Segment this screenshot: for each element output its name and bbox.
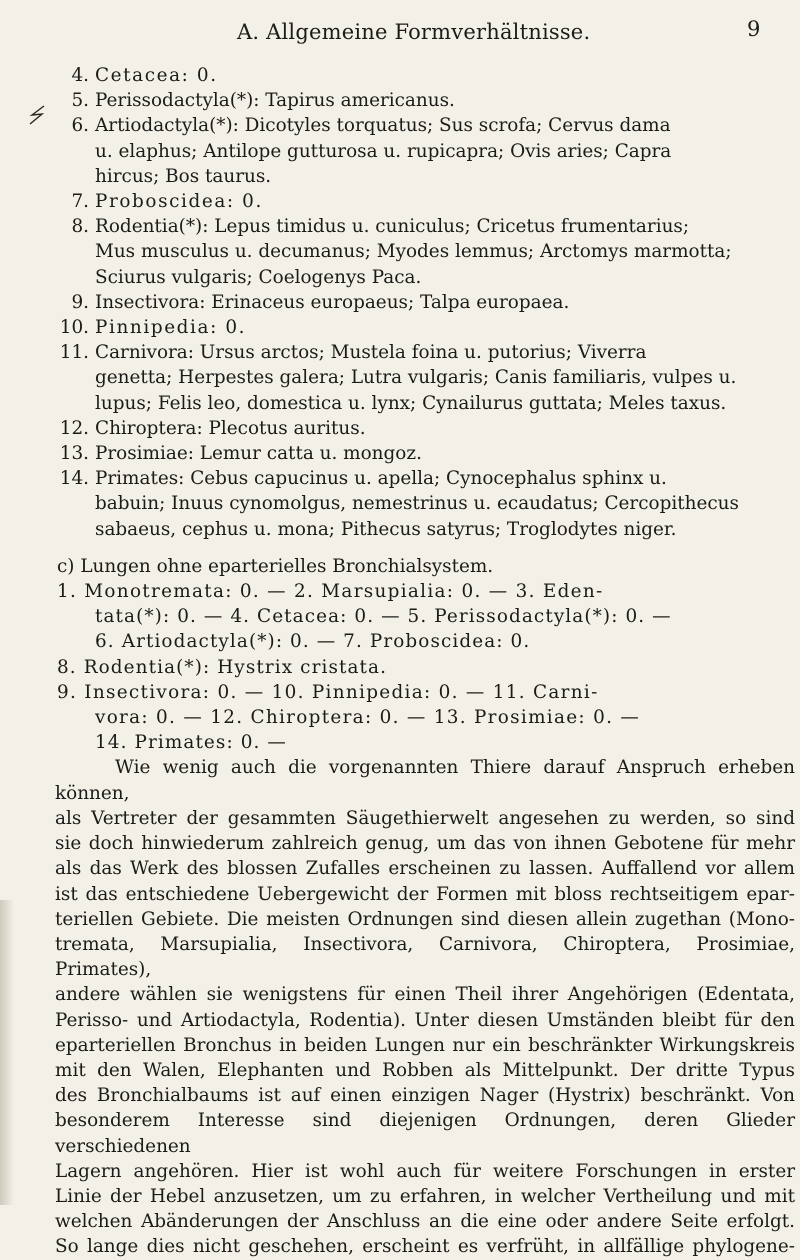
- paragraph-line: des Bronchialbaums ist auf einen einzigen Nager (Hystrix) beschränkt. Von: [55, 1085, 795, 1107]
- list-line: Pinnipedia: 0.: [95, 317, 247, 339]
- list-item: [35, 315, 795, 340]
- list-line: Rodentia(*): Lepus timidus u. cuniculus; Cricetus frumentarius;: [95, 216, 690, 238]
- list-line: Chiroptera: Plecotus auritus.: [95, 417, 366, 439]
- list-line: sabaeus, cephus u. mona; Pithecus satyrus; Troglodytes niger.: [95, 518, 677, 540]
- list-item: [35, 441, 795, 466]
- paragraph-line: mit den Walen, Elephanten und Robben als Mittelpunkt. Der dritte Typus: [55, 1059, 795, 1081]
- list-number: 7.: [71, 191, 89, 213]
- paragraph-line: als das Werk des blossen Zufalles erscheinen zu lassen. Auffallend vor allem: [55, 858, 795, 880]
- paragraph-line: Linie der Hebel anzusetzen, um zu erfahren, in welcher Vertheilung und mit: [55, 1185, 795, 1207]
- list-number: 6.: [71, 115, 89, 137]
- list-line: babuin; Inuus cynomolgus, nemestrinus u. ecaudatus; Cercopithecus: [95, 493, 739, 515]
- section-line: 8. Rodentia(*): Hystrix cristata.: [57, 656, 388, 678]
- list-line: hircus; Bos taurus.: [95, 165, 272, 187]
- list-number: 11.: [59, 342, 89, 364]
- paragraph-line: sie doch hinwiederum zahlreich genug, um das von ihnen Gebotene für mehr: [55, 833, 795, 855]
- list-number: 10.: [59, 317, 89, 339]
- list-line: Mus musculus u. decumanus; Myodes lemmus; Arctomys marmotta;: [95, 241, 732, 263]
- list-item: [35, 416, 795, 441]
- page-header: [0, 12, 800, 42]
- list-line: Sciurus vulgaris; Coelogenys Paca.: [95, 266, 422, 288]
- paragraph-line: Lagern angehören. Hier ist wohl auch für weitere Forschungen in erster: [55, 1160, 795, 1182]
- list-line: Insectivora: Erinaceus europaeus; Talpa europaea.: [95, 291, 570, 313]
- list-number: 12.: [59, 417, 89, 439]
- paragraph-line: So lange dies nicht geschehen, erscheint es verfrüht, in allfällige phylogene-: [55, 1236, 795, 1258]
- list-line: Perissodactyla(*): Tapirus americanus.: [95, 90, 455, 112]
- list-number: 14.: [59, 468, 89, 490]
- section-line: 14. Primates: 0. —: [95, 732, 287, 754]
- list-line: Primates: Cebus capucinus u. apella; Cynocephalus sphinx u.: [95, 468, 667, 490]
- page-number: 9: [747, 17, 761, 41]
- list-line: Proboscidea: 0.: [95, 191, 263, 213]
- list-item: [35, 63, 795, 88]
- section-line: vora: 0. — 12. Chiroptera: 0. — 13. Prosimiae: 0. —: [95, 707, 641, 729]
- list-item: [35, 113, 795, 138]
- list-line: Artiodactyla(*): Dicotyles torquatus; Sus scrofa; Cervus dama: [95, 115, 671, 137]
- section-line: tata(*): 0. — 4. Cetacea: 0. — 5. Perissodactyla(*): 0. —: [95, 606, 672, 628]
- paragraph-line: Wie wenig auch die vorgenannten Thiere darauf Anspruch erheben können,: [55, 757, 795, 804]
- paragraph-line: besonderem Interesse sind diejenigen Ordnungen, deren Glieder verschiedenen: [55, 1110, 795, 1157]
- list-line: genetta; Herpestes galera; Lutra vulgaris; Canis familiaris, vulpes u.: [95, 367, 737, 389]
- list-item: [35, 214, 795, 239]
- list-number: 5.: [71, 90, 89, 112]
- list-number: 9.: [71, 291, 89, 313]
- section-line: 6. Artiodactyla(*): 0. — 7. Proboscidea: 0.: [95, 631, 531, 653]
- section-heading: c) Lungen ohne eparterielles Bronchialsystem.: [57, 555, 494, 577]
- paragraph-line: andere wählen sie wenigstens für einen Theil ihrer Angehörigen (Edentata,: [55, 984, 795, 1006]
- list-item: [35, 290, 795, 315]
- paragraph-line: welchen Abänderungen der Anschluss an die eine oder andere Seite erfolgt.: [55, 1211, 795, 1233]
- list-line: Carnivora: Ursus arctos; Mustela foina u. putorius; Viverra: [95, 342, 647, 364]
- section-c: [35, 554, 795, 756]
- list-line: lupus; Felis leo, domestica u. lynx; Cynailurus guttata; Meles taxus.: [95, 392, 727, 414]
- list-item: [35, 340, 795, 365]
- list-item: [35, 466, 795, 491]
- paragraph-line: teriellen Gebiete. Die meisten Ordnungen sind diesen allein zugethan (Mono-: [55, 908, 795, 930]
- paragraph-line: als Vertreter der gesammten Säugethierwelt angesehen zu werden, so sind: [55, 807, 795, 829]
- list-line: Cetacea: 0.: [95, 65, 218, 86]
- mammal-list-b: [35, 63, 795, 542]
- list-item: [35, 189, 795, 214]
- paragraph-line: ist das entschiedene Uebergewicht der Formen mit bloss rechtseitigem epar-: [55, 883, 795, 905]
- section-line: 9. Insectivora: 0. — 10. Pinnipedia: 0. — 11. Carni-: [57, 681, 599, 703]
- list-line: u. elaphus; Antilope gutturosa u. rupicapra; Ovis aries; Capra: [95, 140, 672, 162]
- body-paragraph: [35, 755, 795, 1259]
- section-line: 1. Monotremata: 0. — 2. Marsupialia: 0. — 3. Eden-: [57, 581, 604, 603]
- list-item: [35, 88, 795, 113]
- paragraph-line: Perisso- und Artiodactyla, Rodentia). Unter diesen Umständen bleibt für den: [55, 1009, 795, 1031]
- page-gutter-shadow: [0, 900, 14, 1205]
- list-number: 13.: [59, 443, 89, 465]
- paragraph-line: tremata, Marsupialia, Insectivora, Carnivora, Chiroptera, Prosimiae, Primates),: [55, 933, 795, 981]
- list-line: Prosimiae: Lemur catta u. mongoz.: [95, 443, 422, 465]
- paragraph-line: eparteriellen Bronchus in beiden Lungen nur ein beschränkter Wirkungskreis: [55, 1034, 795, 1056]
- list-number: 4.: [71, 65, 89, 86]
- list-number: 8.: [71, 216, 89, 238]
- running-title: A. Allgemeine Formverhältnisse.: [237, 20, 591, 44]
- page-body: [35, 63, 795, 1260]
